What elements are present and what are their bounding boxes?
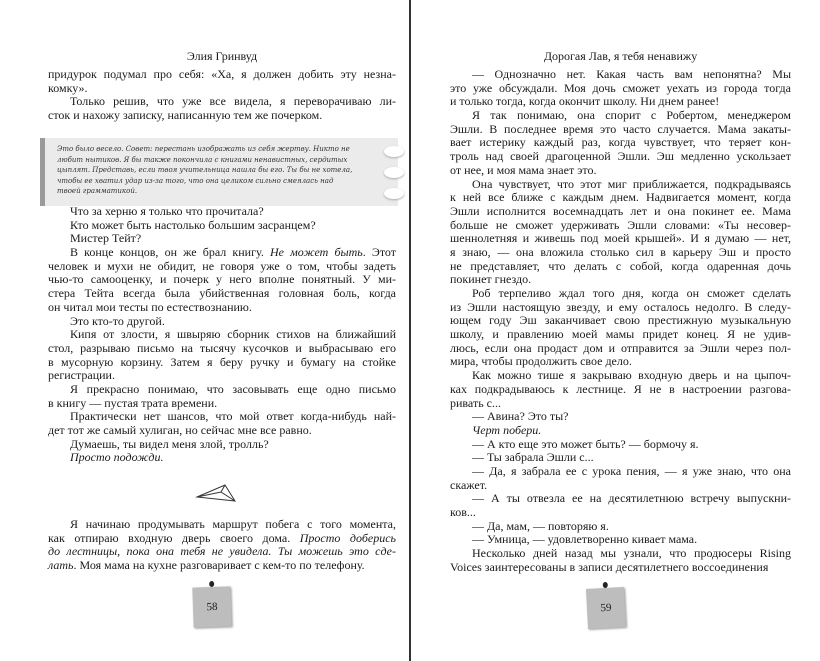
text: комку». — [48, 80, 88, 95]
text-line — [450, 136, 791, 150]
text-line — [450, 150, 791, 164]
paper-plane-icon — [195, 483, 239, 510]
text-line — [450, 520, 791, 534]
text-line — [48, 356, 396, 370]
text: и только тогда, когда окончит школу. Ни днем ранее! — [450, 94, 720, 109]
text: Voices заинтересованы в записи десятилетнего воссоединения — [450, 559, 769, 574]
text-line — [450, 533, 791, 547]
binder-ring-icon — [384, 188, 404, 199]
text-line — [48, 68, 396, 82]
text-line — [450, 342, 791, 356]
text: Что за херню я только что прочитала? — [70, 204, 264, 218]
text: Как можно тише я закрываю входную дверь и на цыпоч- — [472, 368, 791, 383]
text: стол, разрываю письмо на тысячу кусочков и выбрасываю его — [48, 340, 396, 355]
left-running-header: Элия Гринвуд — [186, 49, 258, 63]
text-line — [450, 438, 791, 452]
right-running-header: Дорогая Лав, я тебя ненавижу — [543, 49, 698, 63]
italic-text: Просто доберись — [299, 530, 396, 545]
text: — Однозначно нет. Какая часть вам непонятна? Мы — [472, 67, 791, 81]
text: сток и нахожу записку, написанную тем же почерком. — [48, 108, 323, 123]
text-line — [450, 479, 791, 493]
left-page-text-top — [48, 68, 396, 123]
text-line — [450, 383, 791, 397]
text-line — [450, 424, 791, 438]
text-line — [48, 301, 396, 315]
text: не представляет, что делать с собой, когда одаренная дочь — [450, 258, 791, 273]
text-line — [450, 82, 791, 96]
text-line — [48, 532, 396, 546]
text-line — [48, 518, 396, 532]
text-line — [450, 301, 791, 315]
text: больше не сможет удерживать Эшли словами: «Ты несовер- — [450, 217, 791, 232]
text-line — [48, 205, 396, 219]
text-line — [450, 95, 791, 109]
text-line — [48, 559, 396, 573]
text-line — [48, 545, 396, 559]
text: Роб терпеливо ждал того дня, когда он сможет сделать — [472, 286, 791, 300]
text-line — [450, 260, 791, 274]
text-line — [450, 205, 791, 219]
text: стера Тейта всегда была убийственная головная боль, когда — [48, 286, 396, 301]
text: мира, чтобы продолжить свое дело. — [450, 354, 632, 369]
text: . Этот — [362, 245, 396, 260]
text: — Ты забрала Эшли с... — [472, 450, 594, 465]
text: — А ты отвезла ее на десятилетнюю встречу выпускни- — [472, 491, 791, 506]
page-number: 58 — [206, 600, 218, 614]
text: школу, и правлению моей мамы придет конец. Я не удив- — [450, 327, 791, 342]
text: Только решив, что уже все видела, я переворачиваю ли- — [70, 94, 396, 109]
text: Я прекрасно понимаю, что засовывать еще одно письмо — [70, 381, 396, 396]
text-line — [450, 219, 791, 233]
text-line — [450, 451, 791, 465]
text-line — [450, 68, 791, 82]
text-line — [48, 260, 396, 274]
right-page-text — [450, 68, 791, 574]
text: — Да, мам, — повторяю я. — [472, 518, 609, 533]
text: Я начинаю продумывать маршрут побега с того момента, — [70, 517, 396, 531]
handwritten-note — [40, 138, 398, 206]
text-line — [48, 438, 396, 452]
text: Эшли исполнится восемнадцать лет и она покинет ее. Мама — [450, 203, 791, 218]
text: я знаю, — она вложила столько сил в карьеру Эш и просто — [450, 244, 791, 259]
text-line — [48, 397, 396, 411]
text-line — [450, 246, 791, 260]
text: . Моя мама на кухне разговаривает с кем-то по телефону. — [73, 558, 365, 573]
text-line — [450, 273, 791, 287]
text-line — [48, 246, 396, 260]
text-line — [48, 328, 396, 342]
text: в книгу — пустая трата времени. — [48, 395, 218, 410]
text: ющем году Эш заканчивает свою престижную музыкальную — [450, 313, 791, 328]
text-line — [48, 82, 396, 96]
text: ривать с... — [450, 395, 501, 410]
text: он читал мои тесты по естествознанию. — [48, 299, 252, 314]
text: из Эшли настоящую звезду, и ему осталось недолго. В следу- — [450, 299, 791, 314]
text: это уже обсуждали. Моя дочь сможет уехать из города тогда — [450, 80, 791, 95]
text: троль над своей драгоценной Эшли. Эш медленно ускользает — [450, 149, 791, 164]
text: человек и мухи не обидит, не говоря уже о том, чтобы задеть — [48, 258, 396, 273]
text-line — [450, 109, 791, 123]
italic-text: Просто подожди. — [70, 450, 164, 465]
text: Мистер Тейт? — [70, 231, 142, 246]
text-line — [450, 123, 791, 137]
text: от нее, и моя мама знает это. — [450, 162, 597, 177]
text: — Умница, — удовлетворенно кивает мама. — [472, 532, 698, 547]
text-line — [450, 314, 791, 328]
text: скажет. — [450, 477, 488, 492]
text: Эшли. В последнее время это часто случается. Мама закаты- — [450, 121, 791, 136]
text-line — [48, 369, 396, 383]
text-line — [450, 191, 791, 205]
text-line — [450, 178, 791, 192]
text: регистрации. — [48, 368, 115, 383]
page-number: 59 — [600, 601, 612, 615]
text-line — [48, 273, 396, 287]
text: Думаешь, ты видел меня злой, тролль? — [70, 436, 269, 451]
binder-ring-icon — [384, 146, 404, 157]
text: Несколько дней назад мы узнали, что продюсеры Rising — [472, 546, 791, 561]
text-line — [48, 95, 396, 109]
text-line — [48, 451, 396, 465]
text: к ней все ближе с каждым днем. Надвигается момент, когда — [450, 190, 791, 205]
text: Кто может быть настолько большим засранцем? — [70, 217, 316, 232]
text-line — [450, 287, 791, 301]
text-line — [450, 397, 791, 411]
text: Кипя от злости, я швыряю сборник стихов на ближайший — [70, 327, 396, 342]
text: вает истерику каждый раз, когда чувствует, что теряет кон- — [450, 135, 791, 150]
pin-icon — [603, 582, 608, 588]
text-line — [450, 164, 791, 178]
text: покинет гнездо. — [450, 272, 532, 287]
text-line — [48, 232, 396, 246]
text-line — [450, 410, 791, 424]
text: как отпираю входную дверь своего дома. — [48, 530, 300, 545]
text: чью-то самооценку, и почерк у него вполне понятный. У ми- — [48, 272, 396, 287]
text: в мусорную корзину. Затем я беру ручку и бумагу на стойке — [48, 354, 396, 369]
left-page-text-middle — [48, 205, 396, 465]
text-line — [450, 232, 791, 246]
text: придурок подумал про себя: «Ха, я должен добить эту незна- — [48, 67, 396, 81]
text-line — [450, 547, 791, 561]
text: — Авина? Это ты? — [472, 409, 569, 424]
italic-text: Не может быть — [269, 245, 363, 260]
text-line — [450, 369, 791, 383]
page-number-tag — [192, 586, 231, 627]
text: — Да, я забрала ее с урока пения, — я уже знаю, что она — [472, 463, 791, 478]
text-line — [450, 506, 791, 520]
text: Это кто-то другой. — [70, 313, 165, 328]
italic-text: лать — [48, 558, 74, 573]
text: Я так понимаю, она спорит с Робертом, менеджером — [472, 108, 791, 123]
text: В конце концов, он же брал книгу. — [70, 245, 270, 260]
text-line — [48, 219, 396, 233]
binder-ring-icon — [384, 167, 404, 178]
book-gutter — [409, 0, 411, 661]
text: Практически нет шансов, что мой ответ когда-нибудь най- — [70, 409, 396, 424]
handwritten-note-text: Это было весело. Совет: перестань изображать из себя жертву. Никто не любит нытиков. Я бы также покончила с книгами ненавистных, сердитых цыплят. Представь, если твоя учительница нашла бы его. Ты бы не хотела, чтобы ее хватил удар из-за того, что она целиком сильно смеялась над твоей грамматикой. — [57, 145, 353, 195]
page-number-tag — [586, 587, 626, 629]
text-line — [48, 410, 396, 424]
text: ках подкрадываюсь к лестнице. Я не в настроении разгова- — [450, 381, 791, 396]
pin-icon — [209, 581, 214, 587]
text: Она чувствует, что этот миг приближается, подкрадываясь — [472, 176, 791, 191]
text-line — [48, 342, 396, 356]
text: дет тот же самый хулиган, но сейчас мне все равно. — [48, 423, 312, 437]
text-line — [450, 561, 791, 575]
text-line — [450, 492, 791, 506]
text-line — [450, 328, 791, 342]
text-line — [48, 424, 396, 438]
text: — А кто еще это может быть? — бормочу я. — [472, 436, 699, 451]
text-line — [48, 315, 396, 329]
italic-text: до лестницы, пока она тебя не увидела. Ты можешь это сде- — [48, 544, 396, 559]
text-line — [48, 383, 396, 397]
italic-text: Черт побери. — [472, 422, 542, 437]
left-page-text-bottom — [48, 518, 396, 573]
text: ков... — [450, 505, 476, 519]
text-line — [450, 465, 791, 479]
text-line — [48, 287, 396, 301]
text: люсь, если она продаст дом и отправится за Эшли через пол- — [450, 340, 791, 355]
text-line — [450, 355, 791, 369]
text-line — [48, 109, 396, 123]
text: шеннолетняя и живешь под моей крышей». И я думаю — нет, — [450, 231, 791, 246]
